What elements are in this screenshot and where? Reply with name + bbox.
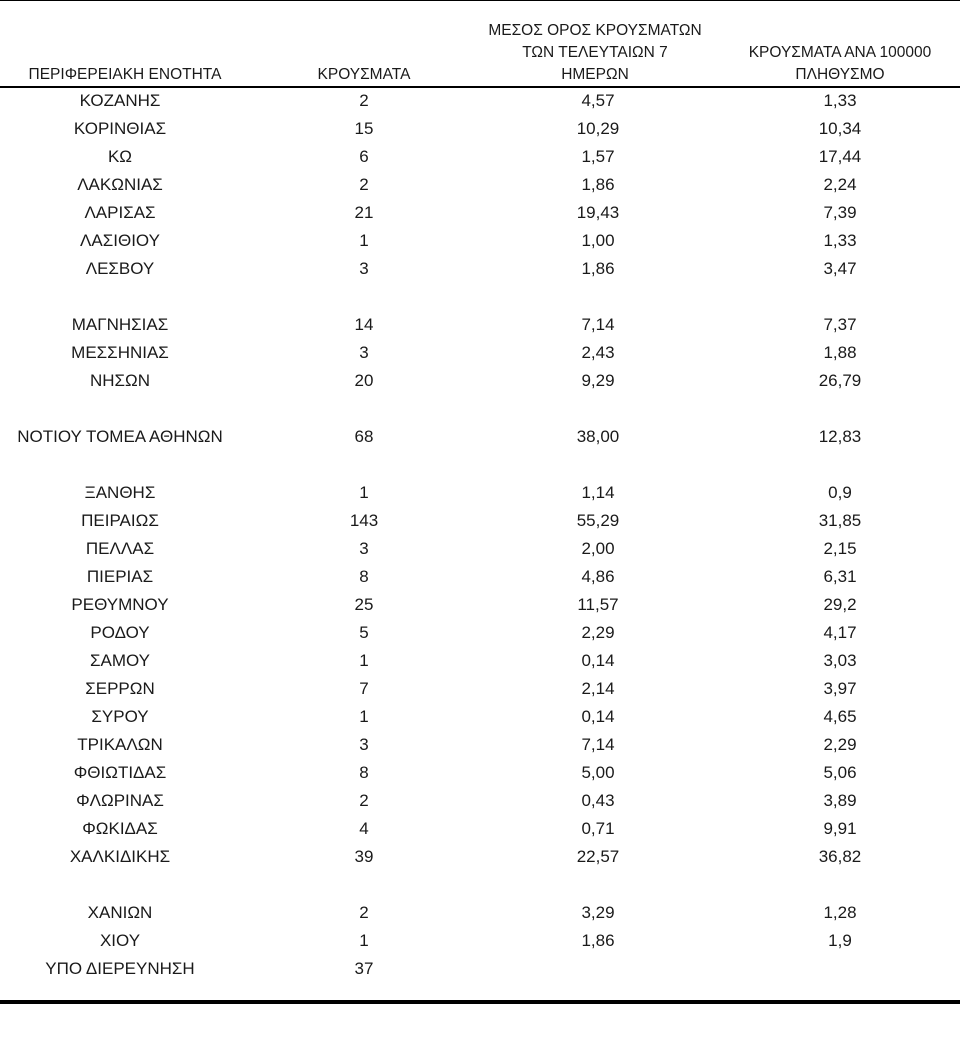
- region-cell: ΚΟΖΑΝΗΣ: [79, 91, 161, 110]
- avg-cell: 11,57: [577, 595, 619, 614]
- header-per100k-line-2: ΠΛΗΘΥΣΜΟ: [795, 66, 885, 83]
- region-cell: ΥΠΟ ΔΙΕΡΕΥΝΗΣΗ: [45, 959, 195, 978]
- avg-cell: 10,29: [576, 119, 620, 138]
- per100k-cell: 9,91: [823, 819, 857, 838]
- cases-cell: 3: [359, 539, 369, 558]
- avg-cell: 0,43: [581, 791, 615, 810]
- avg-cell: 4,57: [581, 91, 615, 110]
- per100k-cell: 7,39: [823, 203, 857, 222]
- table-header: [0, 8, 978, 86]
- per100k-cell: 1,9: [828, 931, 852, 950]
- per100k-cell: 4,17: [823, 623, 857, 642]
- region-cell: ΛΑΣΙΘΙΟΥ: [80, 231, 160, 250]
- avg-cell: 1,86: [581, 259, 615, 278]
- region-cell: ΛΕΣΒΟΥ: [85, 259, 155, 278]
- avg-cell: 38,00: [576, 427, 620, 446]
- table-row: [0, 256, 978, 284]
- region-cell: ΛΑΚΩΝΙΑΣ: [77, 175, 163, 194]
- table-row: [0, 88, 978, 116]
- per100k-cell: 3,47: [823, 259, 857, 278]
- region-cell: ΛΑΡΙΣΑΣ: [84, 203, 156, 222]
- region-cell: ΡΟΔΟΥ: [90, 623, 150, 642]
- table-row: [0, 424, 978, 452]
- cases-cell: 1: [359, 931, 369, 950]
- per100k-cell: 36,82: [818, 847, 862, 866]
- per100k-cell: 4,65: [823, 707, 857, 726]
- per100k-cell: 12,83: [818, 427, 862, 446]
- avg-cell: 4,86: [581, 567, 615, 586]
- cases-cell: 2: [359, 903, 369, 922]
- avg-cell: 2,29: [581, 623, 615, 642]
- region-cell: ΧΙΟΥ: [99, 931, 141, 950]
- table-row: [0, 592, 978, 620]
- cases-cell: 15: [354, 119, 374, 138]
- table-row: [0, 116, 978, 144]
- per100k-cell: 2,24: [823, 175, 857, 194]
- table-row: [0, 508, 978, 536]
- table-row: [0, 312, 978, 340]
- header-region: [0, 64, 250, 86]
- table-row: [0, 732, 978, 760]
- avg-cell: 1,86: [581, 175, 615, 194]
- per100k-cell: 3,97: [823, 679, 857, 698]
- avg-cell: 5,00: [581, 763, 615, 782]
- region-cell: ΝΟΤΙΟΥ ΤΟΜΕΑ ΑΘΗΝΩΝ: [17, 427, 223, 446]
- table-row: [0, 956, 978, 984]
- table-body: [0, 88, 978, 984]
- region-cell: ΦΘΙΩΤΙΔΑΣ: [73, 763, 167, 782]
- avg-cell: 7,14: [581, 735, 615, 754]
- per100k-cell: 10,34: [818, 119, 862, 138]
- cases-cell: 3: [359, 343, 369, 362]
- table-row: [0, 368, 978, 396]
- region-cell: ΜΑΓΝΗΣΙΑΣ: [71, 315, 169, 334]
- per100k-cell: 2,15: [823, 539, 857, 558]
- table-row: [0, 704, 978, 732]
- region-cell: ΚΩ: [107, 147, 133, 166]
- per100k-cell: 3,89: [823, 791, 857, 810]
- table-row: [0, 648, 978, 676]
- per100k-cell: 0,9: [828, 483, 852, 502]
- table-row: [0, 536, 978, 564]
- avg-cell: 2,43: [581, 343, 615, 362]
- table-row: [0, 620, 978, 648]
- cases-cell: 3: [359, 735, 369, 754]
- per100k-cell: 17,44: [818, 147, 862, 166]
- region-cell: ΧΑΛΚΙΔΙΚΗΣ: [69, 847, 171, 866]
- per100k-cell: 29,2: [823, 595, 857, 614]
- region-cell: ΚΟΡΙΝΘΙΑΣ: [73, 119, 167, 138]
- region-cell: ΣΥΡΟΥ: [91, 707, 149, 726]
- per100k-cell: 6,31: [823, 567, 857, 586]
- cases-cell: 1: [359, 651, 369, 670]
- cases-cell: 4: [359, 819, 369, 838]
- region-cell: ΦΩΚΙΔΑΣ: [82, 819, 158, 838]
- avg-cell: 0,14: [581, 707, 615, 726]
- table-row: [0, 816, 978, 844]
- header-per100k: [712, 42, 968, 86]
- region-cell: ΝΗΣΩΝ: [89, 371, 151, 390]
- top-rule: [0, 0, 960, 1]
- region-cell: ΡΕΘΥΜΝΟΥ: [71, 595, 169, 614]
- region-cell: ΦΛΩΡΙΝΑΣ: [76, 791, 164, 810]
- avg-cell: 22,57: [576, 847, 620, 866]
- table-row: [0, 144, 978, 172]
- cases-cell: 2: [359, 175, 369, 194]
- cases-cell: 21: [354, 203, 374, 222]
- region-cell: ΧΑΝΙΩΝ: [87, 903, 153, 922]
- table-row: [0, 676, 978, 704]
- cases-cell: 8: [359, 763, 369, 782]
- per100k-cell: 26,79: [818, 371, 862, 390]
- per100k-cell: 1,33: [823, 231, 857, 250]
- avg-cell: 19,43: [576, 203, 620, 222]
- cases-cell: 25: [354, 595, 374, 614]
- avg-cell: 1,14: [581, 483, 615, 502]
- per100k-cell: 3,03: [823, 651, 857, 670]
- cases-cell: 1: [359, 707, 369, 726]
- table-row: [0, 788, 978, 816]
- table-row: [0, 760, 978, 788]
- avg-cell: 9,29: [581, 371, 615, 390]
- per100k-cell: 5,06: [823, 763, 857, 782]
- per100k-cell: 2,29: [823, 735, 857, 754]
- table-row: [0, 900, 978, 928]
- cases-cell: 14: [354, 315, 374, 334]
- region-cell: ΠΕΛΛΑΣ: [85, 539, 155, 558]
- cases-cell: 37: [354, 959, 374, 978]
- cases-cell: 20: [354, 371, 374, 390]
- avg-cell: 55,29: [576, 511, 620, 530]
- avg-cell: 7,14: [581, 315, 615, 334]
- avg-cell: 0,14: [581, 651, 615, 670]
- table-row: [0, 844, 978, 872]
- avg-cell: 2,14: [581, 679, 615, 698]
- header-per100k-line-1: ΚΡΟΥΣΜΑΤΑ ΑΝΑ 100000: [748, 44, 932, 61]
- header-avg-line-1: ΜΕΣΟΣ ΟΡΟΣ ΚΡΟΥΣΜΑΤΩΝ: [488, 22, 702, 39]
- per100k-cell: 7,37: [823, 315, 857, 334]
- region-cell: ΜΕΣΣΗΝΙΑΣ: [71, 343, 169, 362]
- table-row: [0, 340, 978, 368]
- table-row: [0, 228, 978, 256]
- header-cases: [304, 64, 424, 86]
- table-row: [0, 172, 978, 200]
- per100k-cell: 1,28: [823, 903, 857, 922]
- avg-cell: 1,00: [581, 231, 615, 250]
- table-row: [0, 200, 978, 228]
- per100k-cell: 1,88: [823, 343, 857, 362]
- cases-cell: 1: [359, 231, 369, 250]
- cases-cell: 2: [359, 91, 369, 110]
- per100k-cell: 1,33: [823, 91, 857, 110]
- table-row: [0, 564, 978, 592]
- avg-cell: 1,57: [581, 147, 615, 166]
- header-avg-line-2: ΤΩΝ ΤΕΛΕΥΤΑΙΩΝ 7: [522, 44, 668, 61]
- header-region-line: ΠΕΡΙΦΕΡΕΙΑΚΗ ΕΝΟΤΗΤΑ: [28, 66, 222, 83]
- region-cell: ΠΙΕΡΙΑΣ: [86, 567, 154, 586]
- cases-cell: 5: [359, 623, 369, 642]
- avg-cell: 0,71: [581, 819, 615, 838]
- avg-cell: 3,29: [581, 903, 615, 922]
- cases-cell: 143: [349, 511, 379, 530]
- table-row: [0, 480, 978, 508]
- cases-cell: 2: [359, 791, 369, 810]
- table-row: [0, 928, 978, 956]
- header-cases-line: ΚΡΟΥΣΜΑΤΑ: [317, 66, 411, 83]
- region-cell: ΤΡΙΚΑΛΩΝ: [77, 735, 163, 754]
- cases-cell: 7: [359, 679, 369, 698]
- cases-cell: 6: [359, 147, 369, 166]
- cases-cell: 1: [359, 483, 369, 502]
- region-cell: ΣΑΜΟΥ: [89, 651, 151, 670]
- header-avg: [470, 20, 720, 86]
- cases-cell: 39: [354, 847, 374, 866]
- avg-cell: 2,00: [581, 539, 615, 558]
- cases-cell: 8: [359, 567, 369, 586]
- cases-cell: 3: [359, 259, 369, 278]
- avg-cell: 1,86: [581, 931, 615, 950]
- header-avg-line-3: ΗΜΕΡΩΝ: [561, 66, 629, 83]
- region-cell: ΠΕΙΡΑΙΩΣ: [81, 511, 159, 530]
- cases-cell: 68: [354, 427, 374, 446]
- bottom-rule: [0, 1000, 960, 1004]
- per100k-cell: 31,85: [818, 511, 862, 530]
- region-cell: ΣΕΡΡΩΝ: [85, 679, 155, 698]
- region-cell: ΞΑΝΘΗΣ: [84, 483, 156, 502]
